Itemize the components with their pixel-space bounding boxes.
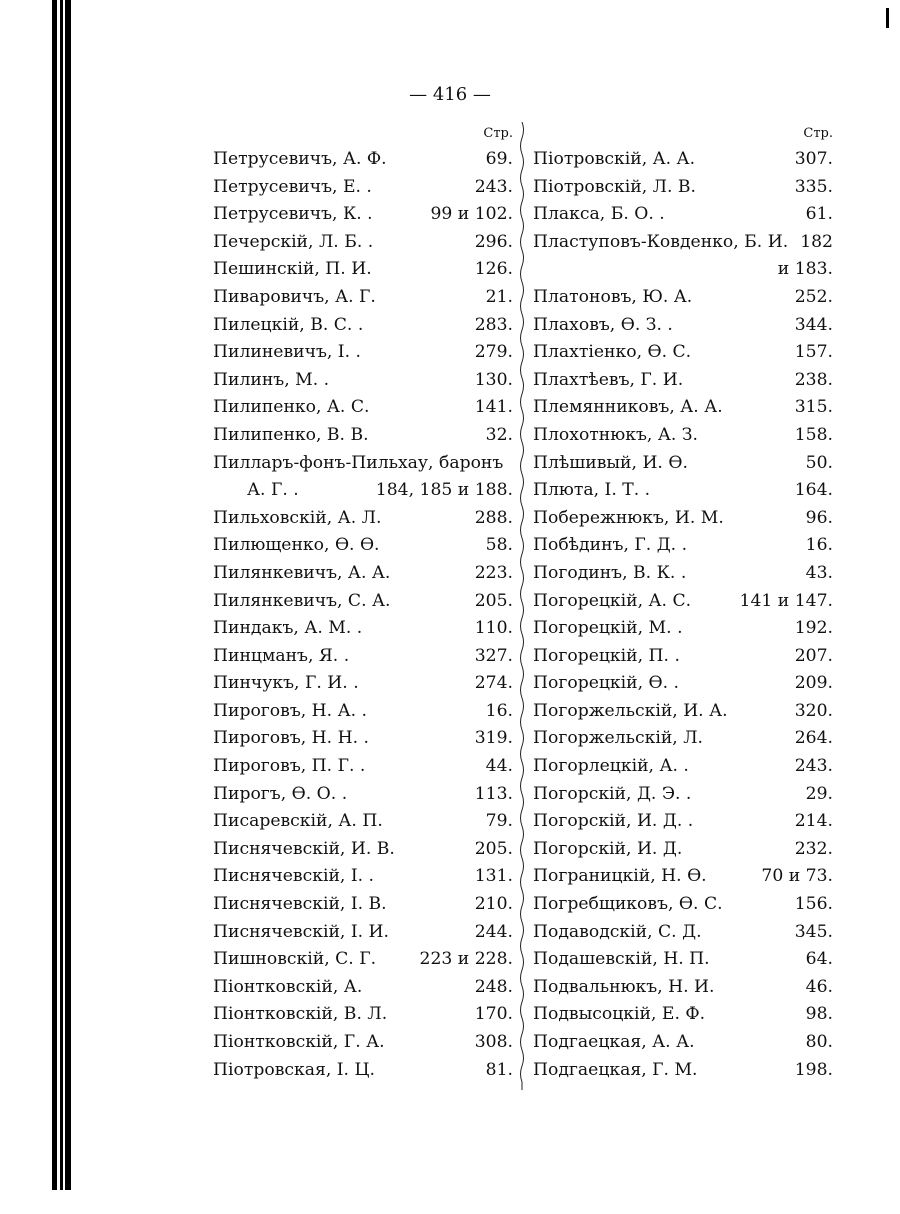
entry-name: Пироговъ, Н. Н. . xyxy=(213,728,369,749)
entry-page: и 183. xyxy=(777,259,833,280)
index-entry xyxy=(213,146,513,174)
entry-name: Погодинъ, В. К. . xyxy=(533,562,687,583)
entry-name: Плѣшивый, И. Ө. xyxy=(533,452,688,473)
book-binding-edge xyxy=(52,0,74,1190)
index-column-left xyxy=(213,122,513,1084)
entry-name: Погорскій, И. Д. xyxy=(533,838,683,859)
entry-page: 244. xyxy=(474,921,513,942)
entry-name: Піонтковскій, В. Л. xyxy=(213,1004,388,1025)
index-entry xyxy=(533,974,833,1002)
entry-name: Пилянкевичъ, А. А. xyxy=(213,562,391,583)
entry-name: Погорскій, Д. Э. . xyxy=(533,783,692,804)
entry-page: 99 и 102. xyxy=(430,204,513,225)
entry-page: 70 и 73. xyxy=(761,866,833,887)
page-column-header: Стр. xyxy=(483,126,513,141)
entry-page: 61. xyxy=(805,204,833,225)
index-entry xyxy=(213,450,513,478)
entry-page: 214. xyxy=(794,811,833,832)
entry-page: 207. xyxy=(794,645,833,666)
index-entry xyxy=(533,670,833,698)
entry-name: Пиваровичъ, А. Г. xyxy=(213,286,376,307)
entry-page: 243. xyxy=(474,176,513,197)
entry-page: 198. xyxy=(794,1059,833,1080)
entry-page: 335. xyxy=(794,176,833,197)
entry-page: 43. xyxy=(805,562,833,583)
entry-page: 126. xyxy=(474,259,513,280)
entry-name: Пилецкій, В. С. . xyxy=(213,314,364,335)
index-entry xyxy=(213,781,513,809)
index-entry xyxy=(533,367,833,395)
index-entry xyxy=(213,863,513,891)
entry-page: 345. xyxy=(794,921,833,942)
entry-name: Пинцманъ, Я. . xyxy=(213,645,350,666)
entry-name: Пинчукъ, Г. И. . xyxy=(213,673,359,694)
page-number: — 416 — xyxy=(409,84,491,105)
entry-page: 344. xyxy=(794,314,833,335)
entry-page: 29. xyxy=(805,783,833,804)
index-entry xyxy=(533,808,833,836)
entry-name: Писнячевскій, И. В. xyxy=(213,838,395,859)
index-entry xyxy=(533,1029,833,1057)
entry-name: Подгаецкая, А. А. xyxy=(533,1032,695,1052)
entry-page: 248. xyxy=(474,976,513,997)
entry-page: 243. xyxy=(794,756,833,777)
entry-page: 96. xyxy=(805,507,833,528)
entry-page: 158. xyxy=(794,424,833,445)
index-entry xyxy=(213,698,513,726)
index-entry xyxy=(533,615,833,643)
entry-page: 141. xyxy=(474,397,513,418)
entry-page: 98. xyxy=(805,1004,833,1025)
entry-page: 170. xyxy=(474,1004,513,1025)
entry-page: 79. xyxy=(485,811,513,832)
column-divider xyxy=(517,122,527,1090)
entry-name: Платоновъ, Ю. А. xyxy=(533,286,693,307)
index-entry xyxy=(213,284,513,312)
entry-page: 46. xyxy=(805,976,833,997)
entry-page: 184, 185 и 188. xyxy=(375,480,513,501)
index-entry xyxy=(533,477,833,505)
entry-list xyxy=(533,146,833,1084)
entry-page: 288. xyxy=(474,507,513,528)
entry-page: 252. xyxy=(794,286,833,307)
index-entry xyxy=(533,422,833,450)
index-column-right xyxy=(533,122,833,1084)
index-entry xyxy=(213,836,513,864)
entry-page: 113. xyxy=(474,783,513,804)
entry-page: 319. xyxy=(474,728,513,749)
entry-name: Писнячевскій, І. И. xyxy=(213,921,389,942)
entry-name: Погорлецкій, А. . xyxy=(533,756,689,777)
index-entry xyxy=(533,946,833,974)
entry-name: Побережнюкъ, И. М. xyxy=(533,507,724,528)
entry-name: Петрусевичъ, Е. . xyxy=(213,176,372,197)
index-entry xyxy=(533,339,833,367)
entry-page: 320. xyxy=(794,700,833,721)
index-entry xyxy=(533,781,833,809)
entry-name: Погорецкій, Ө. . xyxy=(533,673,680,694)
entry-name: Пироговъ, П. Г. . xyxy=(213,756,366,777)
entry-page: 21. xyxy=(485,286,513,307)
corner-mark xyxy=(876,8,889,28)
index-entry xyxy=(533,1057,833,1085)
entry-page: 130. xyxy=(474,369,513,390)
index-entry xyxy=(213,422,513,450)
index-entry xyxy=(213,1029,513,1057)
entry-name: Плюта, І. Т. . xyxy=(533,480,651,501)
index-entry xyxy=(213,560,513,588)
index-entry xyxy=(213,974,513,1002)
index-entry xyxy=(533,891,833,919)
entry-name: Петрусевичъ, К. . xyxy=(213,204,373,225)
entry-page: 16. xyxy=(485,700,513,721)
index-entry xyxy=(213,753,513,781)
entry-name: Погорскій, И. Д. . xyxy=(533,811,694,832)
index-entry xyxy=(213,919,513,947)
entry-page: 16. xyxy=(805,535,833,556)
index-entry xyxy=(533,450,833,478)
index-entry xyxy=(213,201,513,229)
entry-name: Піотровскій, Л. В. xyxy=(533,176,696,197)
entry-name: Подаводскій, С. Д. xyxy=(533,921,702,942)
index-entry xyxy=(533,588,833,616)
entry-page: 209. xyxy=(794,673,833,694)
index-entry xyxy=(533,174,833,202)
entry-name: Печерскій, Л. Б. . xyxy=(213,231,374,252)
entry-name: Плакса, Б. О. . xyxy=(533,204,665,225)
index-entry xyxy=(213,1001,513,1029)
index-entry xyxy=(533,229,833,257)
index-entry xyxy=(213,532,513,560)
entry-page: 205. xyxy=(474,590,513,611)
entry-page: 210. xyxy=(474,894,513,915)
index-entry xyxy=(533,919,833,947)
entry-page: 131. xyxy=(474,866,513,887)
index-entry xyxy=(533,532,833,560)
index-entry xyxy=(533,863,833,891)
entry-page: 58. xyxy=(485,535,513,556)
index-entry xyxy=(533,698,833,726)
entry-name: Погоржельскій, И. А. xyxy=(533,700,728,721)
index-entry xyxy=(213,725,513,753)
index-entry xyxy=(213,505,513,533)
entry-page: 232. xyxy=(794,838,833,859)
entry-name: Пограницкій, Н. Ө. xyxy=(533,866,707,887)
entry-name: Пилипенко, В. В. xyxy=(213,424,369,445)
entry-name: Пироговъ, Н. А. . xyxy=(213,700,368,721)
index-entry xyxy=(213,394,513,422)
entry-name: Писнячевскій, І. . xyxy=(213,866,375,887)
index-entry xyxy=(533,394,833,422)
entry-name: А. Г. . xyxy=(247,480,299,501)
index-entry xyxy=(533,725,833,753)
entry-page: 164. xyxy=(794,480,833,501)
entry-page: 32. xyxy=(485,424,513,445)
entry-page: 80. xyxy=(805,1032,833,1052)
entry-name: Погорецкій, М. . xyxy=(533,618,683,639)
entry-name: Погребщиковъ, Ө. С. xyxy=(533,894,723,915)
entry-name: Пилларъ-фонъ-Пильхау, баронъ xyxy=(213,452,504,473)
entry-name: Пилющенко, Ө. Ө. xyxy=(213,535,380,556)
entry-list xyxy=(213,146,513,1084)
index-entry xyxy=(533,505,833,533)
entry-name: Пильховскій, А. Л. xyxy=(213,507,382,528)
index-entry xyxy=(213,588,513,616)
entry-name: Пластуповъ-Ковденко, Б. И. xyxy=(533,231,789,252)
entry-name: Подвысоцкій, Е. Ф. xyxy=(533,1004,706,1025)
entry-page: 238. xyxy=(794,369,833,390)
index-entry xyxy=(213,946,513,974)
entry-name: Подгаецкая, Г. М. xyxy=(533,1059,698,1080)
index-entry xyxy=(213,477,513,505)
entry-name: Піотровская, І. Ц. xyxy=(213,1059,375,1080)
entry-name: Піотровскій, А. А. xyxy=(533,149,696,169)
index-entry xyxy=(213,643,513,671)
index-entry xyxy=(533,1001,833,1029)
page-column-header: Стр. xyxy=(803,126,833,141)
index-entry xyxy=(213,615,513,643)
entry-name: Погоржельскій, Л. xyxy=(533,728,704,749)
entry-name: Плаховъ, Ө. З. . xyxy=(533,314,673,335)
entry-page: 81. xyxy=(485,1059,513,1080)
entry-page: 156. xyxy=(794,894,833,915)
index-entry xyxy=(213,808,513,836)
entry-page: 110. xyxy=(474,618,513,639)
entry-name: Пилянкевичъ, С. А. xyxy=(213,590,391,611)
entry-name: Плахтѣевъ, Г. И. xyxy=(533,369,684,390)
entry-name: Племянниковъ, А. А. xyxy=(533,397,723,418)
index-entry xyxy=(533,753,833,781)
entry-page: 274. xyxy=(474,673,513,694)
index-entry xyxy=(533,312,833,340)
entry-page: 64. xyxy=(805,949,833,970)
entry-name: Петрусевичъ, А. Ф. xyxy=(213,149,387,169)
index-entry xyxy=(213,229,513,257)
index-entry xyxy=(213,339,513,367)
entry-page: 44. xyxy=(485,756,513,777)
entry-name: Погорецкій, П. . xyxy=(533,645,680,666)
entry-name: Пилипенко, А. С. xyxy=(213,397,370,418)
entry-name: Плахтіенко, Ө. С. xyxy=(533,342,692,363)
index-entry xyxy=(213,256,513,284)
index-entry xyxy=(533,836,833,864)
entry-page: 50. xyxy=(805,452,833,473)
entry-name: Пишновскій, С. Г. xyxy=(213,949,377,970)
index-entry xyxy=(533,284,833,312)
entry-page: 327. xyxy=(474,645,513,666)
entry-page: 308. xyxy=(474,1032,513,1052)
entry-page: 283. xyxy=(474,314,513,335)
index-entry xyxy=(213,174,513,202)
entry-name: Писнячевскій, І. В. xyxy=(213,894,387,915)
index-entry xyxy=(533,146,833,174)
index-entry xyxy=(533,256,833,284)
index-entry xyxy=(533,560,833,588)
index-entry xyxy=(533,643,833,671)
entry-name: Пилиневичъ, І. . xyxy=(213,342,361,363)
index-entry xyxy=(213,312,513,340)
entry-page: 182 xyxy=(800,231,833,252)
entry-name: Подашевскій, Н. П. xyxy=(533,949,710,970)
index-entry xyxy=(213,1057,513,1085)
entry-page: 157. xyxy=(794,342,833,363)
entry-page: 296. xyxy=(474,231,513,252)
entry-page: 264. xyxy=(794,728,833,749)
entry-name: Піонтковскій, Г. А. xyxy=(213,1032,385,1052)
entry-page: 141 и 147. xyxy=(739,590,833,611)
entry-page: 279. xyxy=(474,342,513,363)
index-entry xyxy=(213,891,513,919)
entry-name: Пилинъ, М. . xyxy=(213,369,330,390)
entry-name: Писаревскій, А. П. xyxy=(213,811,383,832)
entry-name: Піонтковскій, А. xyxy=(213,976,363,997)
entry-name: Подвальнюкъ, Н. И. xyxy=(533,976,715,997)
entry-name: Плохотнюкъ, А. З. xyxy=(533,424,698,445)
entry-name: Пиндакъ, А. М. . xyxy=(213,618,363,639)
index-entry xyxy=(213,367,513,395)
entry-name: Пешинскій, П. И. xyxy=(213,259,372,280)
entry-page: 315. xyxy=(794,397,833,418)
index-entry xyxy=(213,670,513,698)
entry-name: Побѣдинъ, Г. Д. . xyxy=(533,535,688,556)
index-entry xyxy=(533,201,833,229)
entry-page: 307. xyxy=(794,149,833,169)
entry-page: 223 и 228. xyxy=(419,949,513,970)
entry-page: 223. xyxy=(474,562,513,583)
entry-name: Пирогъ, Ө. О. . xyxy=(213,783,348,804)
entry-page: 69. xyxy=(485,149,513,169)
entry-page: 192. xyxy=(794,618,833,639)
entry-name: Погорецкій, А. С. xyxy=(533,590,692,611)
entry-page: 205. xyxy=(474,838,513,859)
